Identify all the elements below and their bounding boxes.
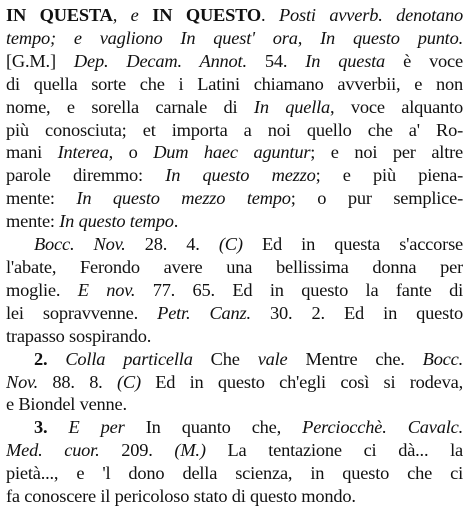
text-run: nome, e sorella carnale di xyxy=(6,96,254,117)
italic-text: Petr. Canz. xyxy=(157,302,251,323)
text-run: moglie. xyxy=(6,279,78,300)
text-line xyxy=(6,325,463,348)
text-run: 28. 4. xyxy=(125,234,219,255)
headword: IN QUESTA xyxy=(6,5,113,25)
text-line xyxy=(6,371,463,394)
text-run: 209. xyxy=(99,440,175,461)
text-run: mani xyxy=(6,142,58,163)
text-line xyxy=(6,256,463,279)
text-run: mente: xyxy=(6,188,77,209)
italic-text: (C) xyxy=(218,234,243,255)
italic-text: (C) xyxy=(116,371,141,392)
text-run: ; o pur semplice- xyxy=(290,188,463,209)
italic-text: Colla particella xyxy=(65,348,193,369)
headword: 3. xyxy=(34,417,69,438)
italic-text: vale xyxy=(257,348,288,369)
text-line xyxy=(6,439,463,462)
text-run: Ed in questo ch'egli così si rodeva, xyxy=(140,371,463,392)
text-line xyxy=(6,141,463,164)
italic-text: Posti avverb. denotano xyxy=(278,5,463,25)
text-line xyxy=(6,233,463,256)
text-run: più conosciuta; et importa a noi quello che a' Ro- xyxy=(6,119,463,140)
text-run: di quella sorte che i Latini chiamano avverbii, e non xyxy=(6,73,463,94)
italic-text: Dum haec aguntur xyxy=(153,142,311,163)
text-run: mente: xyxy=(6,211,60,232)
text-run: 54. xyxy=(246,50,306,71)
text-run: è voce xyxy=(385,50,463,71)
italic-text: In questa xyxy=(305,50,386,71)
text-run: trapasso sospirando. xyxy=(6,325,152,346)
text-line xyxy=(6,187,463,210)
text-line xyxy=(6,485,463,508)
text-run: . xyxy=(173,211,179,232)
italic-text: e xyxy=(130,5,139,25)
text-run: Ed in questa s'accorse xyxy=(242,234,463,255)
italic-text: tempo; e vagliono In quest' ora, In questo punto. xyxy=(6,27,463,48)
italic-text: , xyxy=(112,5,131,25)
text-run: 30. 2. Ed in questo xyxy=(250,302,463,323)
text-run: lei sopravvenne. xyxy=(6,302,158,323)
text-run: . xyxy=(260,5,279,25)
text-run: e Biondel venne. xyxy=(6,394,127,415)
italic-text: (M.) xyxy=(174,440,206,461)
text-run: Mentre che. xyxy=(287,348,423,369)
italic-text: Bocc. Nov. xyxy=(34,234,126,255)
text-run: fa conoscere il pericoloso stato di questo mondo. xyxy=(6,486,356,507)
text-run: Che xyxy=(192,348,258,369)
text-line xyxy=(6,96,463,119)
text-run: pietà..., e 'l dono della scienza, in questo che ci xyxy=(6,463,463,484)
italic-text: Interea xyxy=(57,142,109,163)
italic-text: E per xyxy=(68,417,125,438)
text-line xyxy=(6,27,463,50)
italic-text: E nov. xyxy=(77,279,136,300)
text-run: 77. 65. Ed in questo la fante di xyxy=(135,279,463,300)
headword: IN QUESTO xyxy=(152,5,261,25)
italic-text: In questo tempo xyxy=(59,211,174,232)
italic-text: Perciocchè. Cavalc. xyxy=(302,417,463,438)
text-run: La tentazione ci dà... la xyxy=(205,440,463,461)
italic-text: Nov. xyxy=(6,371,39,392)
italic-text: Dep. Decam. Annot. xyxy=(73,50,247,71)
text-line xyxy=(6,119,463,142)
text-run: In quanto che, xyxy=(124,417,303,438)
text-run xyxy=(139,5,153,25)
text-line xyxy=(6,210,463,233)
text-line xyxy=(6,279,463,302)
text-run: parole diremmo: xyxy=(6,165,166,186)
text-line xyxy=(6,462,463,485)
text-line xyxy=(6,348,463,371)
italic-text: Med. cuor. xyxy=(6,440,100,461)
text-run: , o xyxy=(108,142,154,163)
italic-text: In quella xyxy=(253,96,331,117)
text-run: ; e noi per altre xyxy=(310,142,463,163)
text-run: [G.M.] xyxy=(6,50,74,71)
text-line xyxy=(6,164,463,187)
text-line xyxy=(6,4,463,27)
italic-text: In questo mezzo xyxy=(165,165,316,186)
text-line xyxy=(6,50,463,73)
italic-text: In questo mezzo tempo xyxy=(76,188,291,209)
text-line xyxy=(6,302,463,325)
text-line xyxy=(6,73,463,96)
text-run: l'abate, Ferondo avere una bellissima donna per xyxy=(6,256,463,277)
headword: 2. xyxy=(34,348,66,369)
italic-text: Bocc. xyxy=(422,348,463,369)
text-line xyxy=(6,416,463,439)
text-run: , voce alquanto xyxy=(330,96,463,117)
text-run: 88. 8. xyxy=(38,371,117,392)
text-run: ; e più piena- xyxy=(315,165,463,186)
text-line xyxy=(6,393,463,416)
